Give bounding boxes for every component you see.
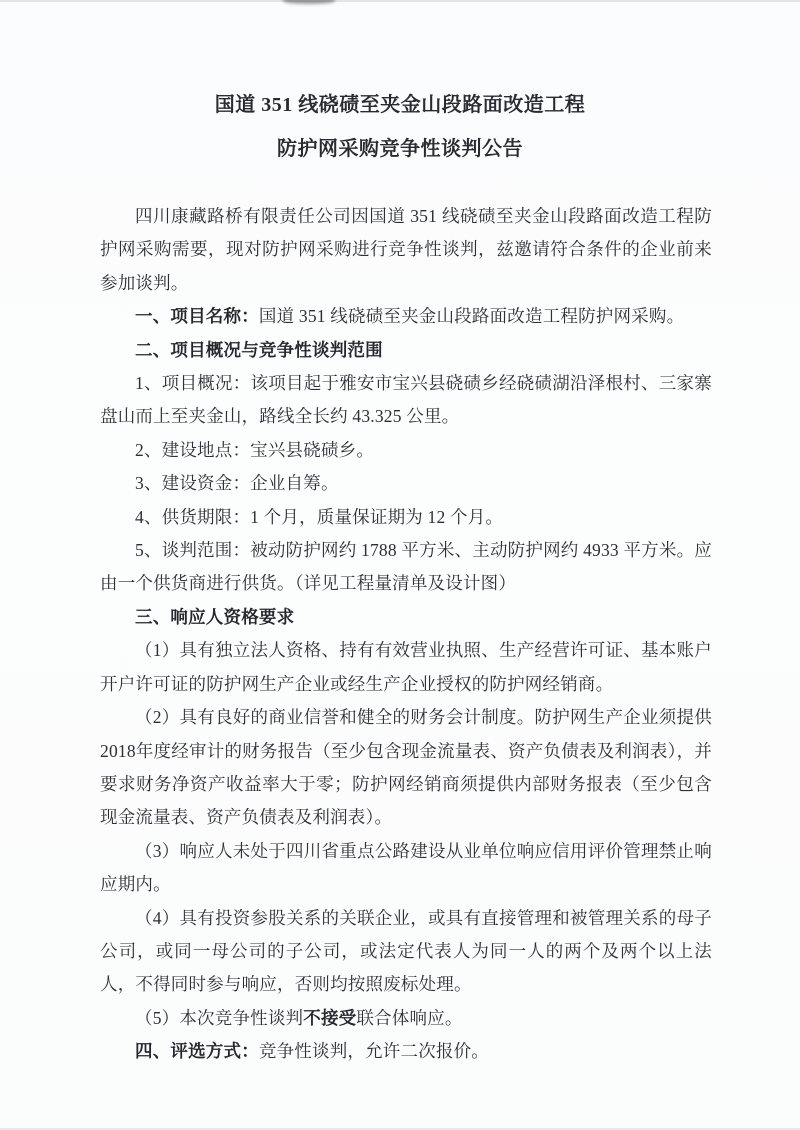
paragraph: [100, 534, 712, 601]
paragraph-text-segment: 3、建设资金：企业自筹。: [135, 473, 339, 494]
paragraph-text-segment: 国道 351 线硗碛至夹金山段路面改造工程防护网采购。: [258, 306, 685, 327]
paragraph-text-segment: 联合体响应。: [356, 1007, 463, 1028]
document-title-line2: 防护网采购竞争性谈判公告: [277, 138, 523, 160]
paragraph: [100, 467, 712, 500]
paragraph: [100, 367, 712, 434]
paragraph-emphasis-segment: 四、评选方式：: [135, 1041, 259, 1062]
paragraph: [100, 334, 712, 367]
scan-edge-artifact-top: [0, 0, 800, 2]
paragraph-text-segment: 2、建设地点：宝兴县硗碛乡。: [135, 439, 375, 460]
paragraph-emphasis-segment: 一、项目名称：: [135, 306, 259, 327]
document-title-block: [0, 0, 800, 160]
paragraph: [100, 200, 712, 300]
paragraph-text-segment: （3）响应人未处于四川省重点公路建设从业单位响应信用评价管理禁止响应期内。: [100, 840, 712, 895]
document-body: [100, 200, 712, 1069]
paragraph-text-segment: 四川康藏路桥有限责任公司因国道 351 线硗碛至夹金山段路面改造工程防护网采购需要，现对防护网采购进行竞争性谈判，兹邀请符合条件的企业前来参加谈判。: [100, 206, 712, 293]
paragraph: [100, 601, 712, 634]
paragraph-text-segment: （5）本次竞争性谈判: [135, 1007, 304, 1028]
paragraph-text-segment: 5、谈判范围：被动防护网约 1788 平方米、主动防护网约 4933 平方米。应由一个供货商进行供货。（详见工程量清单及设计图）: [100, 540, 712, 594]
paragraph-text-segment: （2）具有良好的商业信誉和健全的财务会计制度。防护网生产企业须提供2018年度经审计的财务报告（至少包含现金流量表、资产负债表及利润表），并要求财务净资产收益率大于零；防护网经销商须提供内部财务报表（至少包含现金流量表、资产负债表及利润表）。: [100, 707, 712, 828]
paragraph: [100, 1035, 712, 1068]
paragraph: [100, 701, 712, 835]
paragraph: [100, 434, 712, 467]
paragraph: [100, 300, 712, 333]
document-title-line1: 国道 351 线硗碛至夹金山段路面改造工程: [214, 94, 586, 116]
paragraph: [100, 501, 712, 534]
paragraph: [100, 902, 712, 1002]
paragraph-text-segment: 4、供货期限：1 个月，质量保证期为 12 个月。: [135, 506, 504, 527]
paragraph-text-segment: 竞争性谈判，允许二次报价。: [258, 1041, 490, 1062]
paragraph: [100, 1002, 712, 1035]
paragraph-emphasis-segment: 二、项目概况与竞争性谈判范围: [135, 339, 383, 360]
paragraph-text-segment: 1、项目概况：该项目起于雅安市宝兴县硗碛乡经硗碛湖沿泽根村、三家寨盘山而上至夹金山，路线全长约 43.325 公里。: [100, 373, 712, 427]
paragraph-text-segment: （1）具有独立法人资格、持有有效营业执照、生产经营许可证、基本账户开户许可证的防护网生产企业或经生产企业授权的防护网经销商。: [100, 640, 712, 694]
paragraph-emphasis-segment: 三、响应人资格要求: [135, 606, 295, 627]
paragraph: [100, 835, 712, 902]
paragraph-emphasis-segment: 不接受: [303, 1007, 357, 1028]
paragraph: [100, 634, 712, 701]
paragraph-text-segment: （4）具有投资参股关系的关联企业，或具有直接管理和被管理关系的母子公司，或同一母公司的子公司，或法定代表人为同一人的两个及两个以上法人，不得同时参与响应，否则均按照废标处理。: [100, 907, 712, 995]
